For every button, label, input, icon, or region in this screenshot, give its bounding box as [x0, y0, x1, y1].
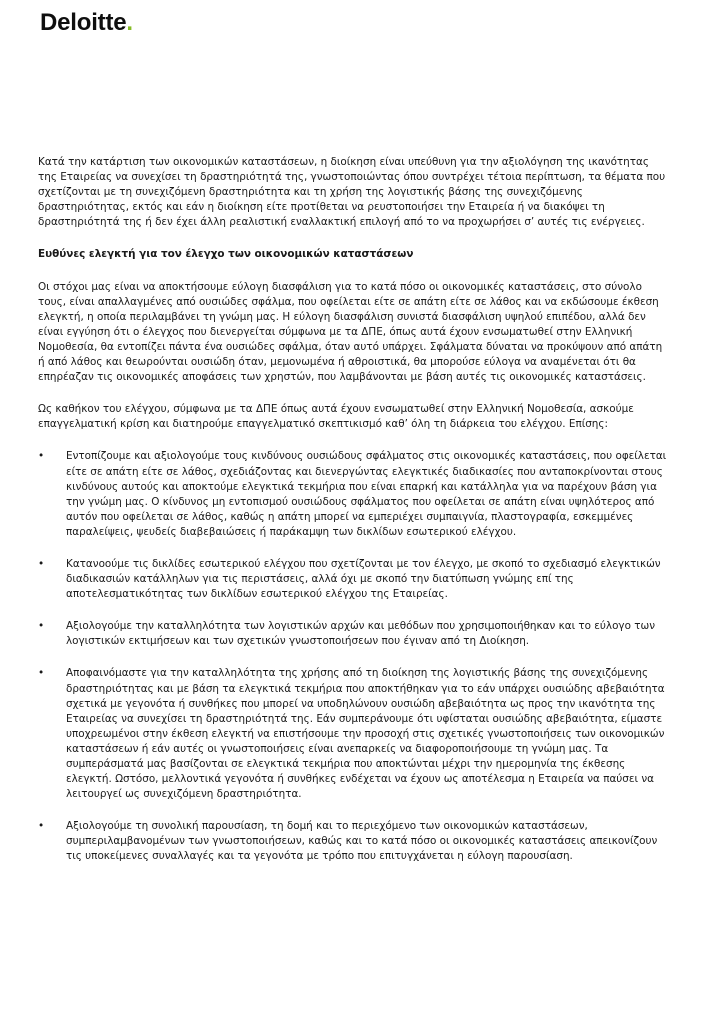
- list-item: [38, 449, 668, 540]
- bullet-marker: •: [38, 557, 45, 570]
- responsibilities-list: [38, 449, 668, 864]
- bullet-marker: •: [38, 667, 45, 680]
- list-item: [38, 619, 668, 649]
- list-item: [38, 557, 668, 602]
- section-heading: Ευθύνες ελεγκτή για τον έλεγχο των οικονομικών καταστάσεων: [38, 248, 414, 261]
- bullet-marker: •: [38, 620, 45, 633]
- deloitte-logo: [40, 8, 133, 38]
- bullet-marker: •: [38, 450, 45, 463]
- audit-objectives-paragraph: Οι στόχοι μας είναι να αποκτήσουμε εύλογη διασφάλιση για το κατά πόσο οι οικονομικές καταστάσεις, στο σύνολο τους, είναι απαλλαγμένες από ουσιώδες σφάλμα, που οφείλεται είτε σε απάτη είτε σε λάθος και να εκδώσουμε έκθεση ελεγκτή, η οποία περιλαμβάνει τη γνώμη μας. Η εύλογη διασφάλιση συνιστά διασφάλιση υψηλού επιπέδου, αλλά δεν είναι εγγύηση ότι ο έλεγχος που διενεργείται σύμφωνα με τα ΔΠΕ, όπως αυτά έχουν ενσωματωθεί στην Ελληνική Νομοθεσία, θα εντοπίζει πάντα ένα ουσιώδες σφάλμα, όταν αυτό υπάρχει. Σφάλματα δύναται να προκύψουν από απάτη ή από λάθος και θεωρούνται ουσιώδη όταν, μεμονωμένα ή αθροιστικά, θα μπορούσε εύλογα να αναμένεται ότι θα επηρέαζαν τις οικονομικές αποφάσεις των χρηστών, που λαμβάνονται με βάση αυτές τις οικονομικές καταστάσεις.: [38, 280, 663, 384]
- going-concern-paragraph: Κατά την κατάρτιση των οικονομικών καταστάσεων, η διοίκηση είναι υπεύθυνη για την αξιολόγηση της ικανότητας της Εταιρείας να συνεχίσει τη δραστηριότητά της, γνωστοποιώντας όπου συντρέχει τέτοια περίπτωση, τα θέματα που σχετίζονται με τη συνεχιζόμενη δραστηριότητα και τη χρήση της λογιστικής βάσης της συνεχιζόμενης δραστηριότητας, εκτός και εάν η διοίκηση είτε προτίθεται να ρευστοποιήσει την Εταιρεία ή να διακόψει τη δραστηριότητά της ή δεν έχει άλλη ρεαλιστική εναλλακτική επιλογή από το να προχωρήσει σ’ αυτές τις ενέργειες.: [38, 156, 666, 229]
- bullet-marker: •: [38, 820, 45, 833]
- logo-dot: .: [126, 9, 133, 36]
- list-item: [38, 666, 668, 802]
- list-item-text: Αξιολογούμε την καταλληλότητα των λογιστικών αρχών και μεθόδων που χρησιμοποιήθηκαν και το εύλογο των λογιστικών εκτιμήσεων και των σχετικών γνωστοποιήσεων που έγιναν από τη Διοίκηση.: [66, 620, 656, 648]
- list-item-text: Αποφαινόμαστε για την καταλληλότητα της χρήσης από τη διοίκηση της λογιστικής βάσης της συνεχιζόμενης δραστηριότητας και με βάση τα ελεγκτικά τεκμήρια που αποκτήθηκαν για το εάν υπάρχει ουσιώδης αβεβαιότητα σχετικά με γεγονότα ή συνθήκες που μπορεί να υποδηλώνουν ουσιώδη αβεβαιότητα ως προς την ικανότητα της Εταιρείας να συνεχίσει τη δραστηριότητά της. Εάν συμπεράνουμε ότι υφίσταται ουσιώδης αβεβαιότητα, είμαστε υποχρεωμένοι στην έκθεση ελεγκτή να επιστήσουμε την προσοχή στις σχετικές γνωστοποιήσεις των οικονομικών καταστάσεων ή εάν αυτές οι γνωστοποιήσεις είναι ανεπαρκείς να διαφοροποιήσουμε τη γνώμη μας. Τα συμπεράσματά μας βασίζονται σε ελεγκτικά τεκμήρια που αποκτώνται μέχρι την ημερομηνία της έκθεσης ελεγκτή. Ωστόσο, μελλοντικά γεγονότα ή συνθήκες ενδέχεται να έχουν ως αποτέλεσμα η Εταιρεία να παύσει να λειτουργεί ως συνεχιζόμενη δραστηριότητα.: [66, 667, 665, 801]
- logo-text: Deloitte: [40, 9, 127, 36]
- list-item-text: Αξιολογούμε τη συνολική παρουσίαση, τη δομή και το περιεχόμενο των οικονομικών καταστάσεων, συμπεριλαμβανομένων των γνωστοποιήσεων, καθώς και το κατά πόσο οι οικονομικές καταστάσεις απεικονίζουν τις υποκείμενες συναλλαγές και τα γεγονότα με τρόπο που επιτυγχάνεται η εύλογη παρουσίαση.: [66, 820, 658, 863]
- list-item: [38, 819, 668, 864]
- list-item-text: Εντοπίζουμε και αξιολογούμε τους κινδύνους ουσιώδους σφάλματος στις οικονομικές καταστάσεις, που οφείλεται είτε σε απάτη είτε σε λάθος, σχεδιάζοντας και διενεργώντας ελεγκτικές διαδικασίες που ανταποκρίνονται στους κινδύνους αυτούς και αποκτούμε ελεγκτικά τεκμήρια που είναι επαρκή και κατάλληλα για να παρέχουν βάση για την γνώμη μας. Ο κίνδυνος μη εντοπισμού ουσιώδους σφάλματος που οφείλεται σε απάτη είναι υψηλότερος από αυτόν που οφείλεται σε λάθος, καθώς η απάτη μπορεί να εμπεριέχει συμπαιγνία, πλαστογραφία, εσκεμμένες παραλείψεις, ψευδείς διαβεβαιώσεις ή παράκαμψη των δικλίδων εσωτερικού ελέγχου.: [66, 450, 667, 538]
- professional-judgment-paragraph: Ως καθήκον του ελέγχου, σύμφωνα με τα ΔΠΕ όπως αυτά έχουν ενσωματωθεί στην Ελληνική Νομοθεσία, ασκούμε επαγγελματική κρίση και διατηρούμε επαγγελματικό σκεπτικισμό καθ’ όλη τη διάρκεια του ελέγχου. Επίσης:: [38, 403, 634, 431]
- list-item-text: Κατανοούμε τις δικλίδες εσωτερικού ελέγχου που σχετίζονται με τον έλεγχο, με σκοπό το σχεδιασμό ελεγκτικών διαδικασιών κατάλληλων για τις περιστάσεις, αλλά όχι με σκοπό την διατύπωση γνώμης επί της αποτελεσματικότητας των δικλίδων εσωτερικού ελέγχου της Εταιρείας.: [66, 557, 661, 601]
- document-body: [38, 155, 668, 882]
